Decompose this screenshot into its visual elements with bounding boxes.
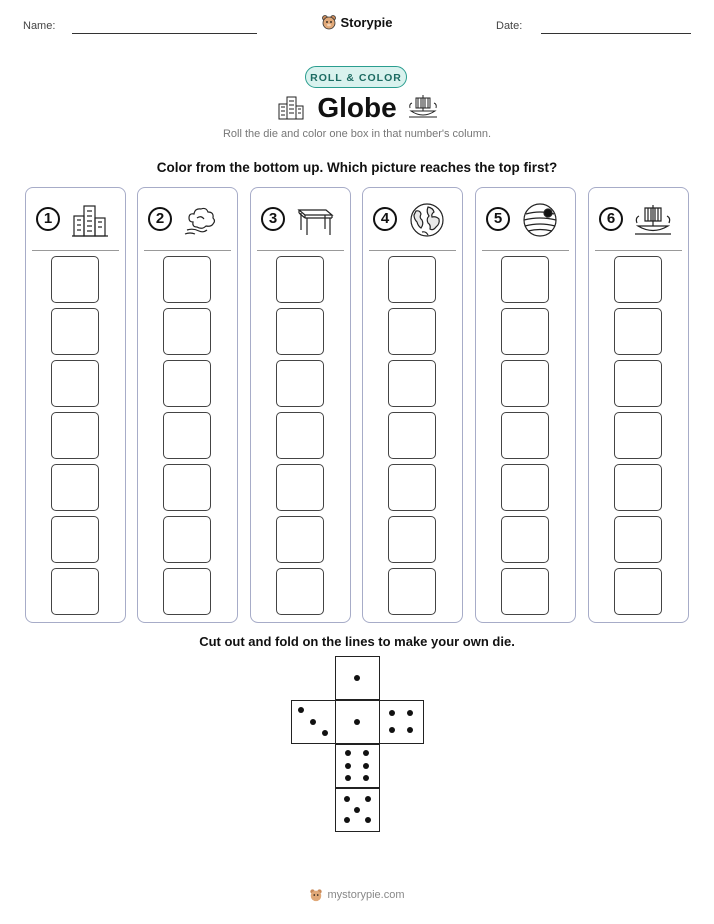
die-face-1 xyxy=(335,700,380,744)
die-pip xyxy=(389,710,395,716)
die-pip xyxy=(344,817,350,823)
color-box[interactable] xyxy=(163,412,211,459)
brand-name: Storypie xyxy=(340,14,393,30)
column-divider xyxy=(482,250,569,251)
column-3 xyxy=(250,187,351,623)
activity-badge: ROLL & COLOR xyxy=(305,66,407,88)
column-divider xyxy=(595,250,682,251)
color-box[interactable] xyxy=(276,412,324,459)
column-number: 2 xyxy=(148,207,172,231)
color-box[interactable] xyxy=(614,360,662,407)
color-box[interactable] xyxy=(51,516,99,563)
color-box[interactable] xyxy=(276,464,324,511)
column-5 xyxy=(475,187,576,623)
die-face-1 xyxy=(335,656,380,700)
color-box[interactable] xyxy=(51,464,99,511)
column-4 xyxy=(362,187,463,623)
color-box[interactable] xyxy=(388,256,436,303)
color-box[interactable] xyxy=(163,568,211,615)
die-pip xyxy=(354,719,360,725)
subtitle: Roll the die and color one box in that number's column. xyxy=(222,128,492,140)
color-box[interactable] xyxy=(276,256,324,303)
column-divider xyxy=(32,250,119,251)
color-box[interactable] xyxy=(501,308,549,355)
die-pip xyxy=(354,807,360,813)
die-pip xyxy=(354,675,360,681)
color-box[interactable] xyxy=(614,464,662,511)
column-number: 3 xyxy=(261,207,285,231)
die-face-6 xyxy=(335,744,380,788)
color-box[interactable] xyxy=(501,568,549,615)
die-pip xyxy=(345,763,351,769)
color-box[interactable] xyxy=(388,568,436,615)
earth-globe-icon xyxy=(408,202,446,238)
color-box[interactable] xyxy=(388,412,436,459)
color-box[interactable] xyxy=(163,464,211,511)
wind-cloud-icon xyxy=(183,202,221,238)
color-box[interactable] xyxy=(501,464,549,511)
color-box[interactable] xyxy=(614,568,662,615)
die-face-5 xyxy=(335,788,380,832)
die-pip xyxy=(344,796,350,802)
column-divider xyxy=(144,250,231,251)
die-pip xyxy=(365,796,371,802)
color-box[interactable] xyxy=(501,360,549,407)
color-box[interactable] xyxy=(163,360,211,407)
color-box[interactable] xyxy=(51,256,99,303)
column-6 xyxy=(588,187,689,623)
column-1 xyxy=(25,187,126,623)
date-label: Date: xyxy=(496,20,523,32)
column-number: 4 xyxy=(373,207,397,231)
color-box[interactable] xyxy=(501,256,549,303)
color-box[interactable] xyxy=(276,516,324,563)
die-pip xyxy=(310,719,316,725)
brand-logo xyxy=(0,14,714,35)
table-icon xyxy=(296,202,334,238)
column-number: 1 xyxy=(36,207,60,231)
footer xyxy=(0,888,714,905)
color-box[interactable] xyxy=(501,516,549,563)
color-box[interactable] xyxy=(163,256,211,303)
color-box[interactable] xyxy=(276,308,324,355)
color-box[interactable] xyxy=(51,308,99,355)
color-box[interactable] xyxy=(614,516,662,563)
color-box[interactable] xyxy=(388,464,436,511)
color-box[interactable] xyxy=(501,412,549,459)
column-number: 6 xyxy=(599,207,623,231)
die-pip xyxy=(407,710,413,716)
color-box[interactable] xyxy=(614,256,662,303)
instruction-heading: Color from the bottom up. Which picture reaches the top first? xyxy=(156,160,558,175)
title-ship-icon xyxy=(408,92,438,120)
die-pip xyxy=(363,763,369,769)
storypie-bear-icon xyxy=(321,14,337,30)
color-box[interactable] xyxy=(388,360,436,407)
color-box[interactable] xyxy=(51,360,99,407)
column-divider xyxy=(369,250,456,251)
die-pip xyxy=(345,775,351,781)
city-buildings-icon xyxy=(71,202,109,238)
die-pip xyxy=(389,727,395,733)
color-box[interactable] xyxy=(51,568,99,615)
color-box[interactable] xyxy=(388,308,436,355)
die-pip xyxy=(365,817,371,823)
page-title: Globe xyxy=(317,92,397,123)
die-pip xyxy=(363,775,369,781)
die-pip xyxy=(407,727,413,733)
column-divider xyxy=(257,250,344,251)
footer-url[interactable]: mystorypie.com xyxy=(327,889,405,901)
color-box[interactable] xyxy=(163,516,211,563)
color-box[interactable] xyxy=(614,308,662,355)
color-box[interactable] xyxy=(614,412,662,459)
die-face-3 xyxy=(291,700,336,744)
die-pip xyxy=(345,750,351,756)
die-pip xyxy=(298,707,304,713)
color-box[interactable] xyxy=(51,412,99,459)
column-number: 5 xyxy=(486,207,510,231)
viking-ship-icon xyxy=(634,202,672,238)
color-box[interactable] xyxy=(276,568,324,615)
color-box[interactable] xyxy=(163,308,211,355)
die-instruction: Cut out and fold on the lines to make your own die. xyxy=(199,634,515,649)
die-pip xyxy=(322,730,328,736)
planet-icon xyxy=(521,202,559,238)
color-box[interactable] xyxy=(276,360,324,407)
die-pip xyxy=(363,750,369,756)
column-2 xyxy=(137,187,238,623)
name-label: Name: xyxy=(23,20,56,32)
footer-bear-icon xyxy=(309,888,323,902)
die-face-4 xyxy=(379,700,424,744)
color-box[interactable] xyxy=(388,516,436,563)
